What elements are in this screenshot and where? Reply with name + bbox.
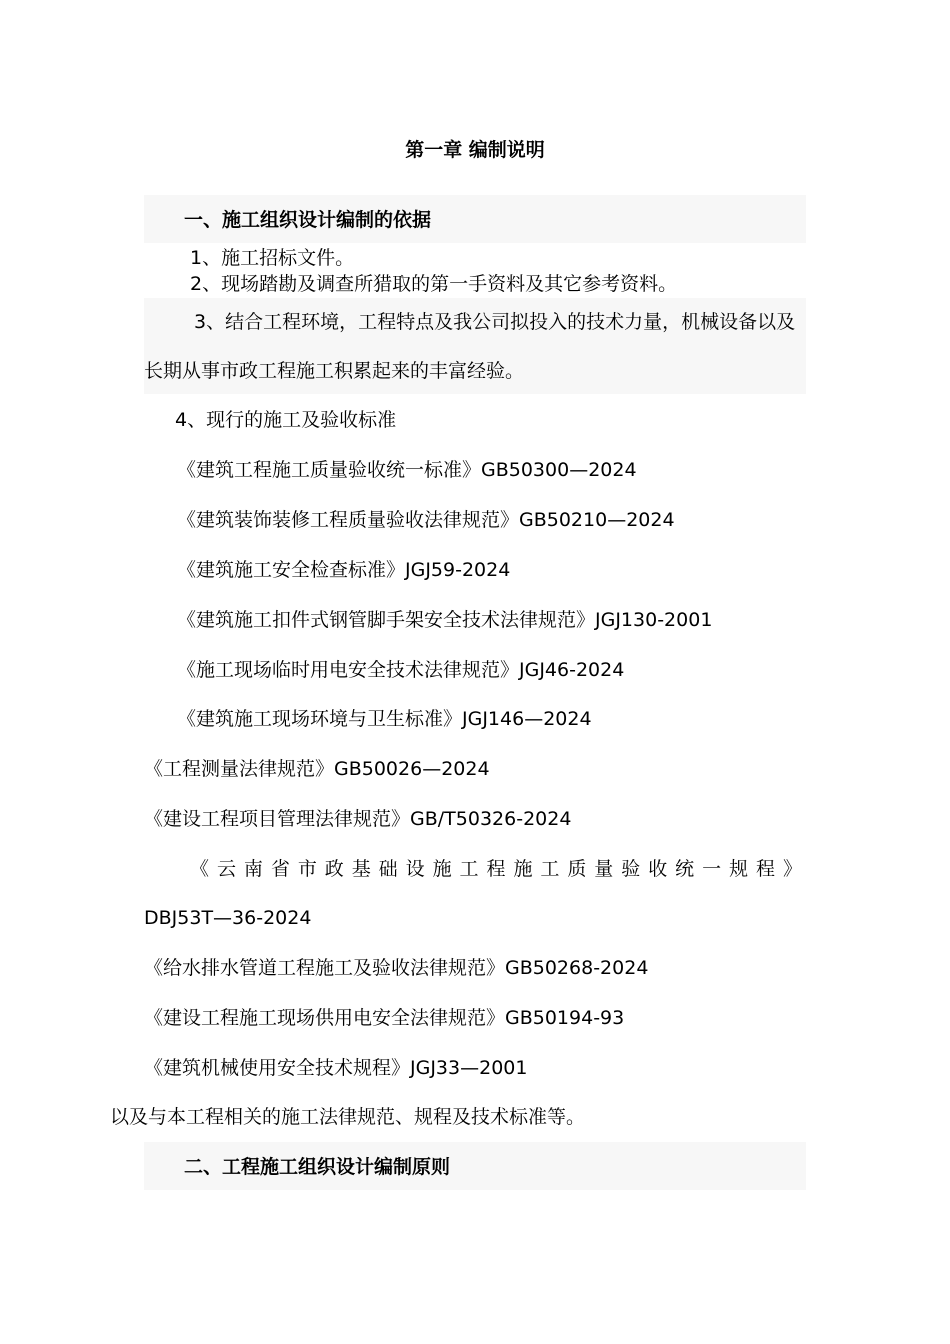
section2-heading: 二、工程施工组织设计编制原则 — [184, 1156, 451, 1178]
basis-item-1: 1、施工招标文件。 — [190, 247, 355, 269]
basis-item-4: 4、现行的施工及验收标准 — [175, 409, 397, 431]
standard-item: 《建筑施工安全检查标准》JGJ59-2024 — [177, 559, 511, 581]
basis-item-2: 2、现场踏勘及调查所猎取的第一手资料及其它参考资料。 — [190, 273, 678, 295]
yunnan-standard-code: DBJ53T—36-2024 — [144, 907, 312, 929]
basis-item-3-line2: 长期从事市政工程施工积累起来的丰富经验。 — [144, 360, 525, 382]
standard-item: 《建设工程项目管理法律规范》GB/T50326-2024 — [144, 808, 572, 830]
standard-item: 《建筑施工扣件式钢管脚手架安全技术法律规范》JGJ130-2001 — [177, 609, 713, 631]
standard-item: 《建筑装饰装修工程质量验收法律规范》GB50210—2024 — [177, 509, 675, 531]
yunnan-standard-title: 《 云 南 省 市 政 基 础 设 施 工 程 施 工 质 量 验 收 统 一 规 程 》 — [190, 858, 802, 880]
standard-item: 《工程测量法律规范》GB50026—2024 — [144, 758, 490, 780]
standard-item: 《给水排水管道工程施工及验收法律规范》GB50268-2024 — [144, 957, 649, 979]
standard-item: 《建筑施工现场环境与卫生标准》JGJ146—2024 — [177, 708, 592, 730]
standard-item: 《建设工程施工现场供用电安全法律规范》GB50194-93 — [144, 1007, 625, 1029]
closing-text: 以及与本工程相关的施工法律规范、规程及技术标准等。 — [110, 1106, 586, 1128]
standard-item: 《建筑机械使用安全技术规程》JGJ33—2001 — [144, 1057, 528, 1079]
chapter-title: 第一章 编制说明 — [405, 139, 545, 161]
standard-item: 《施工现场临时用电安全技术法律规范》JGJ46-2024 — [177, 659, 625, 681]
standard-item: 《建筑工程施工质量验收统一标准》GB50300—2024 — [177, 459, 637, 481]
basis-item-3-line1: 3、结合工程环境，工程特点及我公司拟投入的技术力量，机械设备以及 — [194, 311, 796, 333]
section1-heading: 一、施工组织设计编制的依据 — [184, 209, 432, 231]
